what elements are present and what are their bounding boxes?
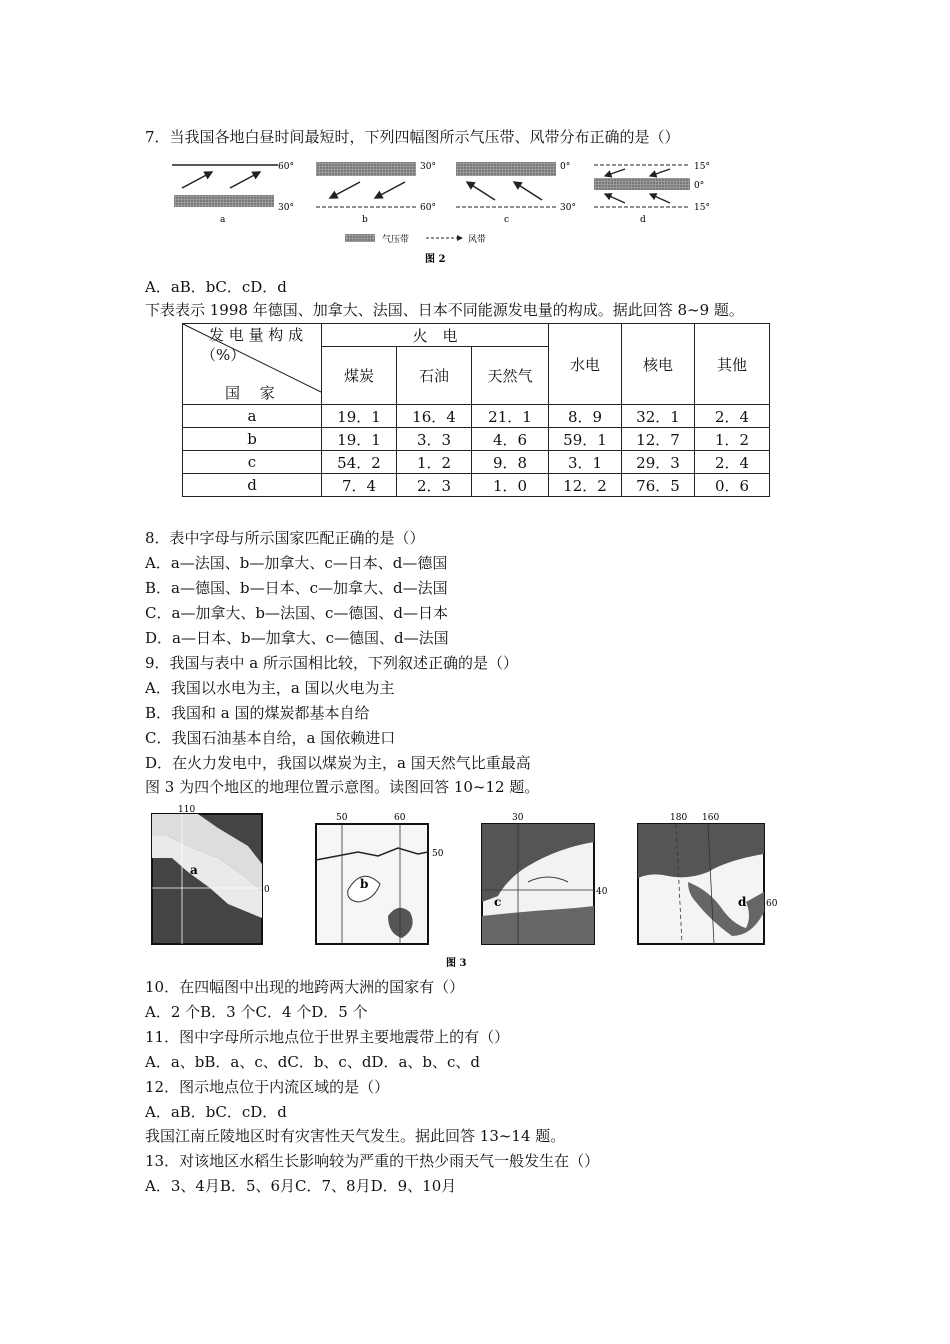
q8-option-d: D．a—日本、b—加拿大、c—德国、d—法国: [145, 629, 449, 647]
map-c: [482, 813, 608, 944]
q12-stem: 12．图示地点位于内流区域的是（）: [145, 1078, 390, 1096]
fig3-intro: 图 3 为四个地区的地理位置示意图。读图回答 10~12 题。: [145, 778, 540, 796]
table-row: [183, 451, 770, 474]
table-cell: 3．1: [549, 451, 622, 474]
pressure-belt: [316, 162, 416, 176]
q8-stem: 8．表中字母与所示国家匹配正确的是（）: [145, 529, 425, 547]
panel-c-label: c: [504, 215, 510, 225]
panel-d-mid-lat: 0°: [694, 181, 705, 191]
wind-arrow: [230, 172, 260, 188]
figure-2-pressure-wind-belts: [170, 158, 710, 270]
figure-2-caption: 图 2: [425, 254, 446, 265]
table-cell: 21．1: [472, 405, 549, 428]
q13-intro: 我国江南丘陵地区时有灾害性天气发生。据此回答 13~14 题。: [145, 1127, 566, 1145]
q11-stem: 11．图中字母所示地点位于世界主要地震带上的有（）: [145, 1028, 510, 1046]
table-cell: a: [183, 405, 322, 428]
map-a-point-label: a: [190, 863, 198, 877]
map-c-top-label: 30: [512, 813, 524, 823]
map-d-point-label: d: [738, 895, 747, 909]
panel-b-top-lat: 30°: [420, 162, 436, 172]
panel-b: [316, 162, 436, 225]
legend-wind-label: 风带: [468, 235, 487, 245]
map-b: [316, 813, 444, 944]
nuclear-header: 核电: [622, 324, 695, 405]
hydro-header: 水电: [549, 324, 622, 405]
corner-mid-label: （%）: [201, 346, 246, 364]
panel-a: [172, 162, 294, 225]
pressure-belt: [594, 178, 690, 190]
q9-option-a: A．我国以水电为主，a 国以火电为主: [145, 679, 395, 697]
panel-c-top-lat: 0°: [560, 162, 571, 172]
wind-arrow: [330, 182, 360, 198]
q8-option-c: C．a—加拿大、b—法国、c—德国、d—日本: [145, 604, 449, 622]
gas-header: 天然气: [472, 347, 549, 405]
q9-option-d: D．在火力发电中，我国以煤炭为主，a 国天然气比重最高: [145, 754, 531, 772]
table-cell: d: [183, 474, 322, 497]
panel-a-label: a: [220, 215, 226, 225]
panel-a-top-lat: 60°: [278, 162, 294, 172]
table-row: [183, 405, 770, 428]
panel-a-bottom-lat: 30°: [278, 203, 294, 213]
table-cell: 1．2: [397, 451, 472, 474]
panel-d-bottom-lat: 15°: [694, 203, 710, 213]
map-b-top-label-2: 60: [394, 813, 406, 823]
panel-b-label: b: [362, 215, 368, 225]
table-cell: 19．1: [322, 428, 397, 451]
q9-option-b: B．我国和 a 国的煤炭都基本自给: [145, 704, 370, 722]
table-cell: 2．4: [695, 451, 770, 474]
table-cell: 76．5: [622, 474, 695, 497]
map-a-top-label: 110: [178, 805, 196, 815]
table-cell: 12．2: [549, 474, 622, 497]
panel-c-bottom-lat: 30°: [560, 203, 576, 213]
coal-header: 煤炭: [322, 347, 397, 405]
figure-3-caption: 图 3: [446, 958, 467, 969]
q13-options: A．3、4月B．5、6月C．7、8月D．9、10月: [145, 1177, 457, 1195]
legend-pressure-label: 气压带: [382, 235, 410, 245]
panel-d: [594, 162, 710, 225]
wind-arrow: [650, 169, 670, 176]
table-cell: 29．3: [622, 451, 695, 474]
table-cell: 32．1: [622, 405, 695, 428]
table-row: [183, 474, 770, 497]
table-cell: 9．8: [472, 451, 549, 474]
map-d: [638, 813, 778, 944]
table-cell: 59．1: [549, 428, 622, 451]
map-b-right-label: 50: [432, 849, 444, 859]
corner-top-label: 发 电 量 构 成: [209, 326, 304, 344]
table-cell: 1．0: [472, 474, 549, 497]
table-row: [183, 428, 770, 451]
legend-pressure-swatch: [345, 234, 375, 242]
table-cell: 2．3: [397, 474, 472, 497]
map-a: [152, 805, 270, 944]
table-cell: 19．1: [322, 405, 397, 428]
q8-option-a: A．a—法国、b—加拿大、c—日本、d—德国: [145, 554, 448, 572]
q10-options: A．2 个B．3 个C．4 个D．5 个: [145, 1003, 368, 1021]
table-corner-cell: [183, 324, 322, 405]
table-intro: 下表表示 1998 年德国、加拿大、法国、日本不同能源发电量的构成。据此回答 8~9 题。: [145, 301, 744, 319]
map-d-right-label: 60: [766, 899, 778, 909]
figure-3-maps: [148, 806, 776, 970]
table-cell: 4．6: [472, 428, 549, 451]
table-cell: 2．4: [695, 405, 770, 428]
table-cell: 12．7: [622, 428, 695, 451]
q7-stem: 7．当我国各地白昼时间最短时，下列四幅图所示气压带、风带分布正确的是（）: [145, 128, 680, 146]
map-d-top-label-2: 160: [702, 813, 720, 823]
map-c-point-label: c: [494, 895, 502, 909]
map-d-top-label-1: 180: [670, 813, 688, 823]
wind-arrow: [375, 182, 405, 198]
pressure-belt: [174, 195, 274, 207]
oil-header: 石油: [397, 347, 472, 405]
table-cell: b: [183, 428, 322, 451]
panel-c: [456, 162, 576, 225]
panel-b-bottom-lat: 60°: [420, 203, 436, 213]
energy-table: [182, 323, 770, 497]
other-header: 其他: [695, 324, 770, 405]
corner-bottom-label: 国 家: [225, 384, 275, 402]
pressure-belt: [456, 162, 556, 176]
table-cell: 16．4: [397, 405, 472, 428]
fire-power-header: 火 电: [322, 324, 549, 347]
table-cell: 0．6: [695, 474, 770, 497]
wind-arrow: [605, 169, 625, 176]
wind-arrow: [514, 182, 542, 200]
map-a-right-label: 0: [264, 885, 270, 895]
panel-d-top-lat: 15°: [694, 162, 710, 172]
map-c-right-label: 40: [596, 887, 608, 897]
q9-option-c: C．我国石油基本自给，a 国依赖进口: [145, 729, 396, 747]
q13-stem: 13．对该地区水稻生长影响较为严重的干热少雨天气一般发生在（）: [145, 1152, 600, 1170]
table-cell: 7．4: [322, 474, 397, 497]
map-b-top-label-1: 50: [336, 813, 348, 823]
table-cell: 54．2: [322, 451, 397, 474]
q12-options: A．aB．bC．cD．d: [145, 1103, 287, 1121]
q11-options: A．a、bB．a、c、dC．b、c、dD．a、b、c、d: [145, 1053, 481, 1071]
wind-arrow: [605, 194, 625, 203]
panel-d-label: d: [640, 215, 646, 225]
table-cell: 8．9: [549, 405, 622, 428]
map-b-point-label: b: [360, 877, 369, 891]
wind-arrow: [467, 182, 495, 200]
q8-option-b: B．a—德国、b—日本、c—加拿大、d—法国: [145, 579, 448, 597]
q7-options: A．aB．bC．cD．d: [145, 278, 287, 296]
q9-stem: 9．我国与表中 a 所示国相比较，下列叙述正确的是（）: [145, 654, 519, 672]
table-cell: 3．3: [397, 428, 472, 451]
table-cell: c: [183, 451, 322, 474]
wind-arrow: [182, 172, 212, 188]
table-cell: 1．2: [695, 428, 770, 451]
q10-stem: 10．在四幅图中出现的地跨两大洲的国家有（）: [145, 978, 465, 996]
wind-arrow: [650, 194, 670, 203]
